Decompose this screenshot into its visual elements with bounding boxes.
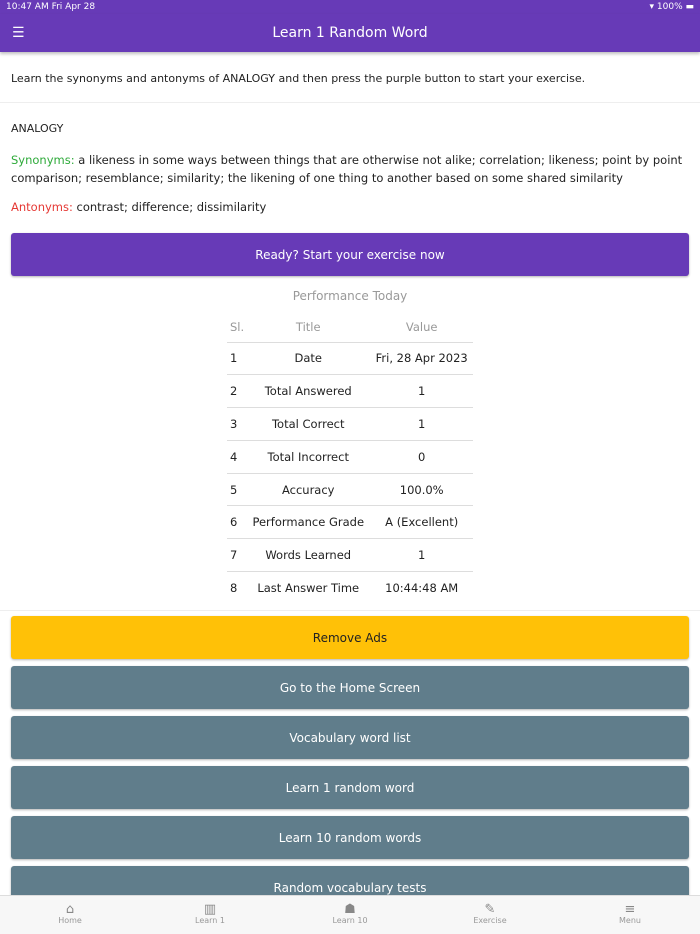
tab-learn-10[interactable]	[280, 896, 420, 934]
tab-exercise[interactable]	[420, 896, 560, 934]
menu-icon: ≡	[624, 902, 636, 917]
table-cell: 6	[227, 506, 246, 539]
table-cell: 1	[227, 342, 246, 375]
performance-table	[227, 312, 473, 604]
table-cell: Fri, 28 Apr 2023	[370, 342, 473, 375]
synonyms-text: a likeness in some ways between things that are otherwise not alike; correlation; likeness; point by point comparison; resemblance; similarity; the likening of one thing to another based on some shared similarity	[11, 153, 683, 185]
table-row	[227, 440, 473, 473]
table-cell: 100.0%	[370, 473, 473, 506]
table-cell: Total Incorrect	[246, 440, 370, 473]
column-header: Sl.	[230, 319, 245, 334]
go-to-the-home-screen-button[interactable]: Go to the Home Screen	[11, 666, 689, 709]
synonyms	[11, 151, 689, 187]
table-cell: 10:44:48 AM	[370, 572, 473, 605]
antonyms-text: contrast; difference; dissimilarity	[72, 200, 267, 214]
status-time: 10:47 AM Fri Apr 28	[6, 2, 96, 12]
table-row	[227, 375, 473, 408]
table-row	[227, 342, 473, 375]
table-cell: Total Answered	[246, 375, 370, 408]
column-header: Title	[295, 319, 321, 334]
antonyms	[11, 200, 266, 214]
status-bar	[0, 0, 700, 14]
table-cell: Last Answer Time	[246, 572, 370, 605]
table-cell: 1	[370, 539, 473, 572]
table-row	[227, 408, 473, 441]
table-row	[227, 539, 473, 572]
tab-label: Exercise	[473, 916, 507, 925]
tab-label: Learn 1	[195, 916, 225, 925]
learn-1-random-word-button[interactable]: Learn 1 random word	[11, 766, 689, 809]
table-cell: 4	[227, 440, 246, 473]
table-cell: 5	[227, 473, 246, 506]
table-cell: Total Correct	[246, 408, 370, 441]
table-cell: 7	[227, 539, 246, 572]
instructions: Learn the synonyms and antonyms of ANALOGY and then press the purple button to start your exercise.	[0, 52, 700, 103]
learn-10-icon: ☗	[344, 902, 356, 917]
synonyms-label: Synonyms:	[11, 153, 75, 167]
table-cell: 3	[227, 408, 246, 441]
table-cell: 2	[227, 375, 246, 408]
table-cell: 0	[370, 440, 473, 473]
table-cell: Words Learned	[246, 539, 370, 572]
table-cell: 8	[227, 572, 246, 605]
start-exercise-button[interactable]: Ready? Start your exercise now	[11, 233, 689, 276]
table-cell: Performance Grade	[246, 506, 370, 539]
home-icon: ⌂	[65, 902, 75, 917]
status-battery: ▾ 100% ▬	[649, 2, 694, 12]
table-row	[227, 572, 473, 605]
table-cell: A (Excellent)	[370, 506, 473, 539]
tab-bar	[0, 895, 700, 934]
table-row	[227, 473, 473, 506]
column-header: Value	[405, 319, 438, 334]
tab-label: Learn 10	[332, 916, 368, 925]
table-cell: Accuracy	[246, 473, 370, 506]
table-cell: 1	[370, 375, 473, 408]
app-bar	[0, 14, 700, 52]
page-title: Learn 1 Random Word	[272, 25, 428, 41]
remove-ads-button[interactable]: Remove Ads	[11, 616, 689, 659]
divider	[0, 610, 700, 611]
random-vocabulary-tests-button[interactable]: Random vocabulary tests	[11, 866, 689, 909]
antonyms-label: Antonyms:	[11, 200, 73, 214]
table-row	[227, 506, 473, 539]
tab-label: Home	[58, 916, 82, 925]
word-heading: ANALOGY	[11, 122, 64, 135]
vocabulary-word-list-button[interactable]: Vocabulary word list	[11, 716, 689, 759]
learn-1-icon: ▥	[203, 902, 217, 917]
tab-learn-1[interactable]	[140, 896, 280, 934]
performance-title: Performance Today	[292, 289, 408, 303]
tab-home[interactable]	[0, 896, 140, 934]
learn-10-random-words-button[interactable]: Learn 10 random words	[11, 816, 689, 859]
tab-menu[interactable]	[560, 896, 700, 934]
hamburger-menu-icon[interactable]: ☰	[12, 25, 25, 41]
table-cell: 1	[370, 408, 473, 441]
exercise-icon: ✎	[484, 902, 496, 917]
table-cell: Date	[246, 342, 370, 375]
tab-label: Menu	[619, 916, 641, 925]
